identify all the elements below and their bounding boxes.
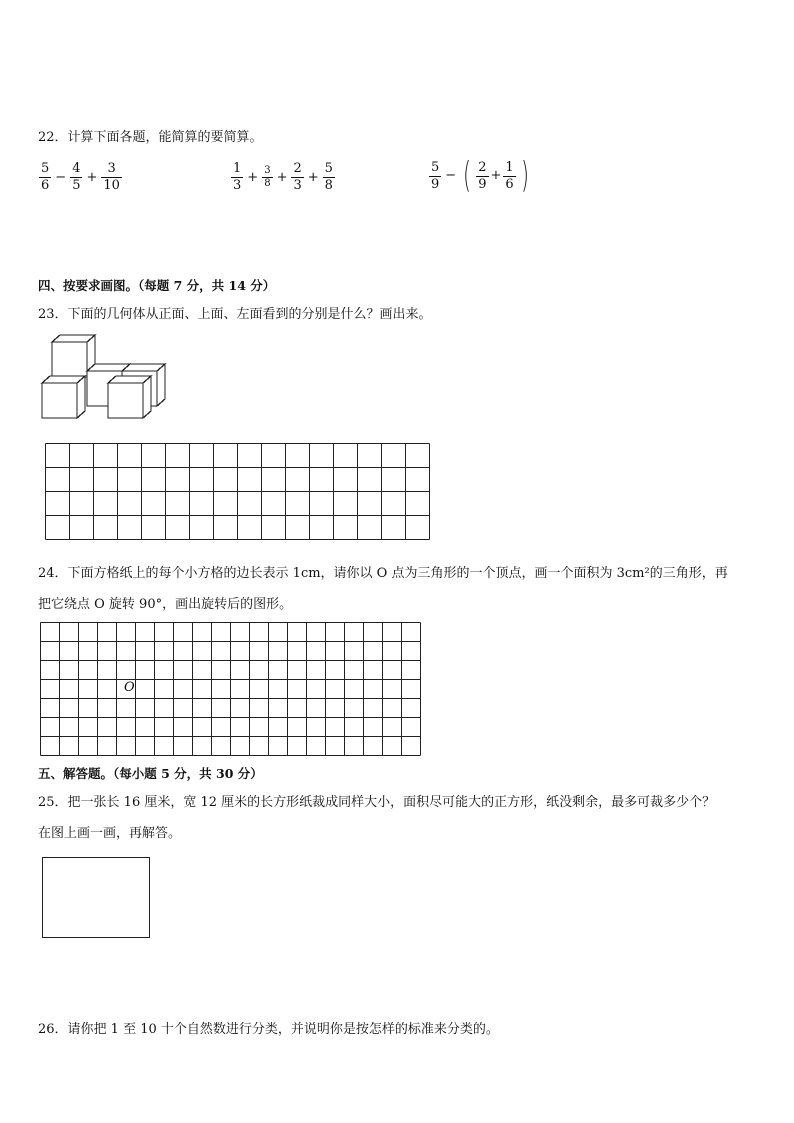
cube [42, 376, 85, 418]
q24-text-line-2: 把它绕点 O 旋转 90°，画出旋转后的图形。 [38, 597, 293, 612]
paper-rectangle[interactable] [42, 857, 150, 938]
q24-graph-paper[interactable] [40, 622, 422, 758]
left-parenthesis: ( [463, 155, 472, 196]
operator: − [55, 169, 67, 185]
q22-expression-1 [38, 161, 123, 194]
point-o-label: O [124, 680, 135, 695]
section-5-heading: 五、解答题。（每小题 5 分，共 30 分） [38, 766, 263, 781]
section-4-heading: 四、按要求画图。（每题 7 分，共 14 分） [38, 278, 276, 293]
q25-text-line-1: 25．把一张长 16 厘米，宽 12 厘米的长方形纸裁成同样大小，面积尽可能大的正方形，纸没剩余，最多可裁多少个？ [38, 795, 716, 810]
operator: + [86, 169, 98, 185]
fraction: $\frac{3}{8}$ [264, 165, 271, 189]
operator: + [247, 169, 259, 185]
q24-text-line-1: 24．下面方格纸上的每个小方格的边长表示 1cm，请你以 O 点为三角形的一个顶点，画一个面积为 3cm²的三角形，再 [38, 566, 728, 581]
fraction: $\frac{2}{9}$ [478, 159, 487, 192]
q22-expression-2 [230, 161, 336, 194]
fraction: $\frac{1}{3}$ [233, 161, 242, 193]
fraction: $\frac{5}{9}$ [431, 159, 440, 192]
q23-text: 23．下面的几何体从正面、上面、左面看到的分别是什么？画出来。 [38, 307, 432, 322]
q25-text-line-2: 在图上画一画，再解答。 [38, 826, 182, 841]
fraction: $\frac{3}{10}$ [103, 161, 120, 193]
q22-expression-3 [428, 155, 533, 196]
fraction: $\frac{5}{8}$ [324, 161, 333, 193]
operator: − [445, 168, 457, 183]
right-parenthesis: ) [520, 155, 529, 196]
cube-solid-figure [38, 328, 168, 424]
operator: + [490, 168, 502, 183]
q23-drawing-grid[interactable] [45, 443, 431, 541]
operator: + [307, 169, 319, 185]
cube [108, 376, 151, 418]
fraction: $\frac{5}{6}$ [41, 161, 50, 193]
fraction: $\frac{1}{6}$ [505, 159, 514, 192]
q22-text: 22．计算下面各题，能简算的要简算。 [38, 130, 263, 145]
fraction: $\frac{4}{5}$ [72, 161, 81, 193]
q26-text: 26．请你把 1 至 10 十个自然数进行分类，并说明你是按怎样的标准来分类的。 [38, 1022, 499, 1037]
fraction: $\frac{2}{3}$ [293, 161, 302, 193]
operator: + [276, 169, 288, 185]
